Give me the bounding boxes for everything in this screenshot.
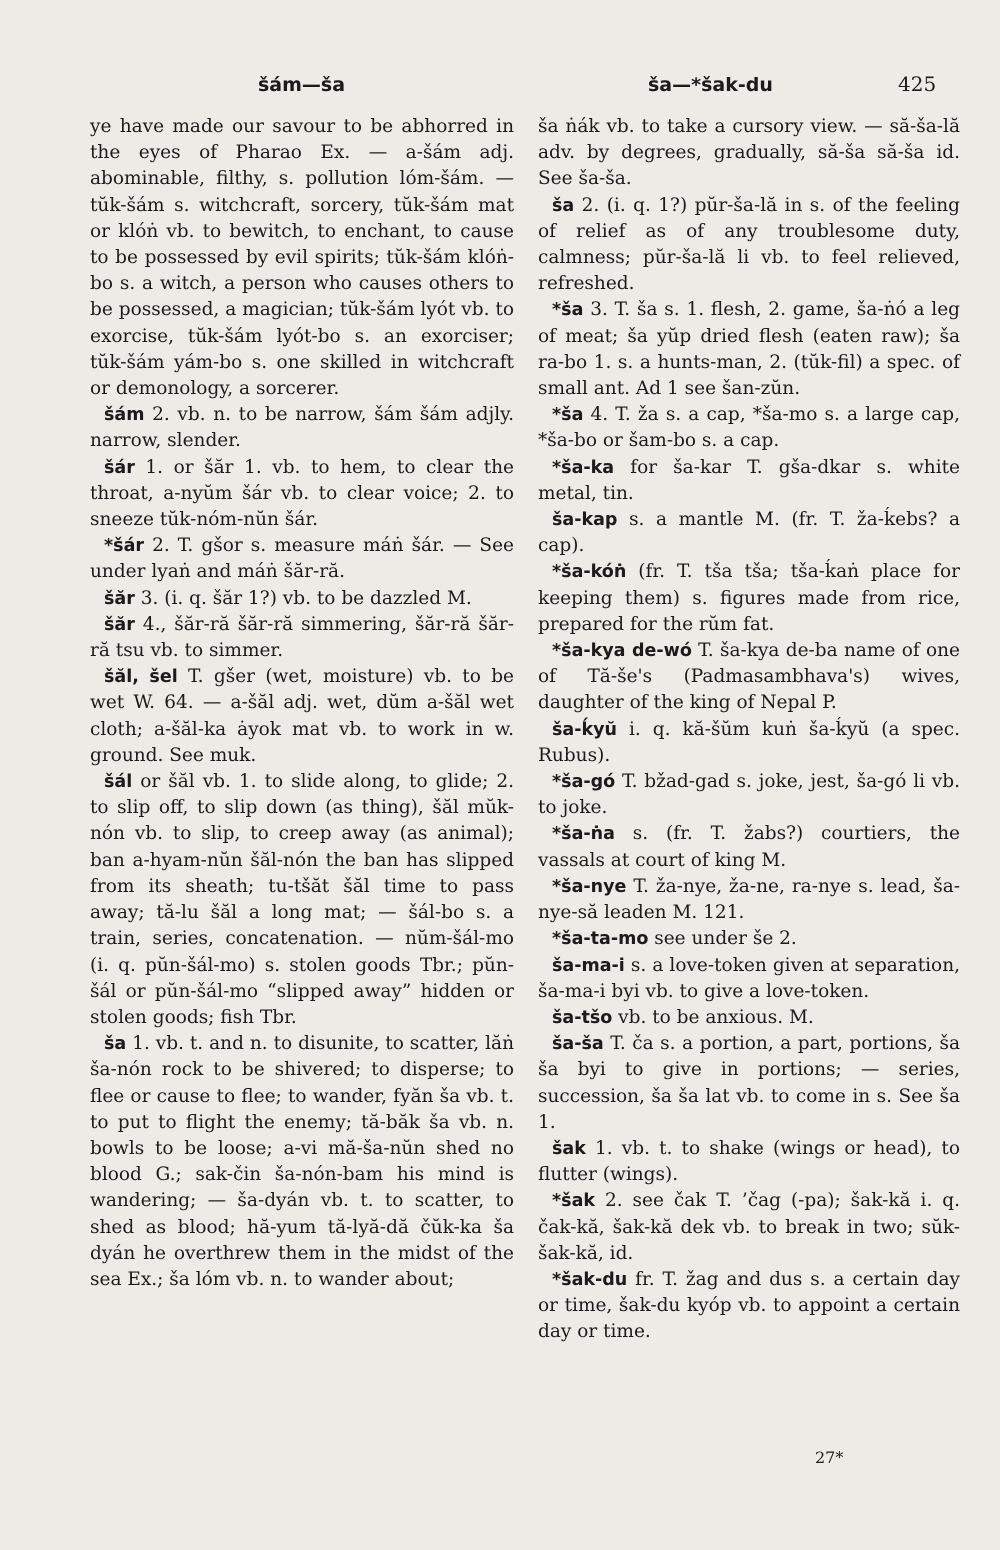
dictionary-entry xyxy=(538,1188,960,1267)
entry-text: T. ča s. a portion, a part, portions, ša ša byi to give in portions; — series, succession, ša ša lat vb. to come in s. See ša 1. xyxy=(538,1033,960,1133)
dictionary-entry xyxy=(538,874,960,926)
dictionary-entry xyxy=(538,1267,960,1346)
entry-text: T. ža-nye, ža-ne, ra-nye s. lead, ša-nye-să leaden M. 121. xyxy=(538,875,960,924)
dictionary-entry xyxy=(538,559,960,638)
dictionary-entry xyxy=(538,821,960,873)
dictionary-entry xyxy=(538,1005,960,1031)
entry-headword: ša xyxy=(552,195,575,216)
entry-headword: *ša-kóṅ xyxy=(552,562,627,583)
dictionary-entry xyxy=(538,769,960,821)
entry-headword: šár xyxy=(104,457,135,478)
entry-text: s. a love-token given at separation, ša-ma-i byi vb. to give a love-token. xyxy=(538,954,960,1002)
dictionary-entry xyxy=(90,533,514,585)
dictionary-entry xyxy=(538,402,960,454)
entry-headword: *ša-ta-mo xyxy=(552,929,649,950)
entry-headword: *ša-nye xyxy=(552,876,627,897)
dictionary-entry xyxy=(90,114,514,402)
dictionary-entry xyxy=(90,664,514,769)
entry-text: T. ša-kya de-ba name of one of Tă-še's (Padmasambhava's) wives, daughter of the king of Nepal P. xyxy=(538,640,961,714)
entry-headword: šăr xyxy=(104,614,135,635)
entry-text: ye have made our savour to be abhorred in the eyes of Pharao Ex. — a-šám adj. abominable, filthy, s. pollution lóm-šám. — tŭk-šám s. witchcraft, sorcery, tŭk-šám mat or klóṅ vb. to bewitch, to enchant, to cause to be possessed by evil spirits; tŭk-šám klóṅ-bo s. a witch, a person who causes others to be possessed, a magician; tŭk-šám lyót vb. to exorcise, tŭk-šám lyót-bo s. an exorciser; tŭk-šám yám-bo s. one skilled in witchcraft or demonology, a sorcerer. xyxy=(90,116,514,400)
entry-headword: *ša xyxy=(552,300,584,321)
entry-headword: *šak-du xyxy=(552,1269,628,1290)
entry-text: T. gšer (wet, moisture) vb. to be wet W. 64. — a-šăl adj. wet, dŭm a-šăl wet cloth; a-šăl-ka ȧyok mat vb. to work in w. ground. See muk. xyxy=(90,666,514,766)
dictionary-entry xyxy=(538,297,960,402)
entry-headword: ša-ša xyxy=(552,1034,604,1055)
entry-text: 2. see čak T. ’čag (-pa); šak-kă i. q. čak-kă, šak-kă dek vb. to break in two; sŭk-šak-kă, id. xyxy=(538,1190,960,1264)
entry-text: for ša-kar T. gša-dkar s. white metal, tin. xyxy=(538,456,960,504)
right-column xyxy=(538,114,960,1346)
entry-headword: ša-ma-i xyxy=(552,955,625,976)
entry-text: ša ṅák vb. to take a cursory view. — să-ša-lă adv. by degrees, gradually, să-ša să-ša id. See ša-ša. xyxy=(538,116,960,190)
entry-headword: šăr xyxy=(104,588,135,609)
dictionary-entry xyxy=(90,612,514,664)
entry-headword: ša xyxy=(104,1034,127,1055)
dictionary-entry xyxy=(538,638,960,717)
left-column xyxy=(90,114,514,1293)
entry-text: vb. to be anxious. M. xyxy=(612,1006,814,1028)
dictionary-entry xyxy=(538,717,960,769)
entry-headword: šám xyxy=(104,405,145,426)
entry-text: s. (fr. T. žabs?) courtiers, the vassals at court of king M. xyxy=(538,823,960,871)
dictionary-entry xyxy=(90,402,514,454)
entry-text: 3. T. ša s. 1. flesh, 2. game, ša-ṅó a leg of meat; ša yŭp dried flesh (eaten raw); ša ra-bo 1. s. a hunts-man, 2. (tŭk-fil) a spec. of small ant. Ad 1 see šan-zŭn. xyxy=(538,299,960,400)
entry-text: 1. or šăr 1. vb. to hem, to clear the throat, a-nyŭm šár vb. to clear voice; 2. to sneeze tŭk-nóm-nŭn šár. xyxy=(90,456,514,531)
entry-headword: ša-ḱyŭ xyxy=(552,719,617,740)
dictionary-entry xyxy=(538,193,960,298)
entry-text: 2. T. gšor s. measure máṅ šár. — See under lyaṅ and máṅ šăr-ră. xyxy=(90,535,514,583)
entry-text: 3. (i. q. šăr 1?) vb. to be dazzled M. xyxy=(134,587,472,609)
dictionary-entry xyxy=(90,586,514,612)
signature-mark: 27* xyxy=(815,1448,844,1467)
entry-text: 1. vb. t. and n. to disunite, to scatter, lăṅ ša-nón rock to be shivered; to disperse; to flee or cause to flee; to wander, fyăn ša vb. t. to put to flight the enemy; tă-băk ša vb. n. bowls to be loose; a-vi mă-ša-nŭn shed no blood G.; sak-čin ša-nón-bam his mind is wandering; — ša-dyán vb. t. to scatter, to shed as blood; hă-yum tă-lyă-dă čŭk-ka ša dyán he overthrew them in the midst of the sea Ex.; ša lóm vb. n. to wander about; xyxy=(90,1033,514,1290)
entry-text: fr. T. žag and dus s. a certain day or time, šak-du kyóp vb. to appoint a certain day or time. xyxy=(538,1268,960,1343)
dictionary-entry xyxy=(538,455,960,507)
entry-text: T. bžad-gad s. joke, jest, ša-gó li vb. to joke. xyxy=(538,771,960,819)
running-head-left: šám—ša xyxy=(258,74,346,96)
entry-text: 4. T. ža s. a cap, *ša-mo s. a large cap, *ša-bo or šam-bo s. a cap. xyxy=(538,404,960,452)
dictionary-entry xyxy=(90,455,514,534)
entry-text: s. a mantle M. (fr. T. ža-ḱebs? a cap). xyxy=(538,509,960,557)
entry-text: i. q. kă-šŭm kuṅ ša-ḱyŭ (a spec. Rubus). xyxy=(538,718,960,766)
entry-text: 1. vb. t. to shake (wings or head), to flutter (wings). xyxy=(538,1137,960,1186)
page-number: 425 xyxy=(898,72,937,96)
dictionary-entry xyxy=(538,507,960,559)
entry-text: (fr. T. tša tša; tša-ḱaṅ place for keeping them) s. figures made from rice, prepared for the rŭm fat. xyxy=(538,561,960,635)
dictionary-entry xyxy=(538,953,960,1005)
entry-headword: šál xyxy=(104,772,133,793)
dictionary-entry xyxy=(90,1031,514,1293)
dictionary-entry xyxy=(538,1136,960,1188)
entry-text: or šăl vb. 1. to slide along, to glide; 2. to slip off, to slip down (as thing), šăl mŭk-nón vb. to slip, to creep away (as animal); ban a-hyam-nŭn šăl-nón the ban has slipped from its sheath; tu-tšăt šăl time to pass away; tă-lu šăl a long mat; — šál-bo s. a train, series, concatenation. — nŭm-šál-mo (i. q. pŭn-šál-mo) s. stolen goods Tbr.; pŭn-šál or pŭn-šál-mo “slipped away” hidden or stolen goods; fish Tbr. xyxy=(90,771,514,1028)
entry-text: 4., šăr-ră šăr-ră simmering, šăr-ră šăr-ră tsu vb. to simmer. xyxy=(90,613,514,662)
dictionary-entry xyxy=(538,1031,960,1136)
entry-text: see under še 2. xyxy=(648,928,797,950)
entry-headword: *ša-gó xyxy=(552,772,616,793)
entry-text: 2. vb. n. to be narrow, šám šám adjly. narrow, slender. xyxy=(90,404,514,452)
entry-headword: *ša xyxy=(552,405,584,426)
running-head-right: ša—*šak-du xyxy=(648,74,773,96)
entry-headword: šăl, šel xyxy=(104,667,178,688)
entry-headword: *šak xyxy=(552,1191,596,1212)
dictionary-entry xyxy=(538,926,960,952)
entry-text: 2. (i. q. 1?) pŭr-ša-lă in s. of the feeling of relief as of any troublesome duty, calmness; pŭr-ša-lă li vb. to feel relieved, refreshed. xyxy=(538,194,960,295)
dictionary-entry xyxy=(538,114,960,193)
entry-headword: *ša-ṅa xyxy=(552,824,615,845)
dictionary-entry xyxy=(90,769,514,1031)
entry-headword: *šár xyxy=(104,536,145,557)
entry-headword: *ša-kya de-wó xyxy=(552,641,692,662)
entry-headword: šak xyxy=(552,1138,586,1159)
entry-headword: *ša-ka xyxy=(552,457,615,478)
entry-headword: ša-tšo xyxy=(552,1007,613,1028)
entry-headword: ša-kap xyxy=(552,510,618,531)
